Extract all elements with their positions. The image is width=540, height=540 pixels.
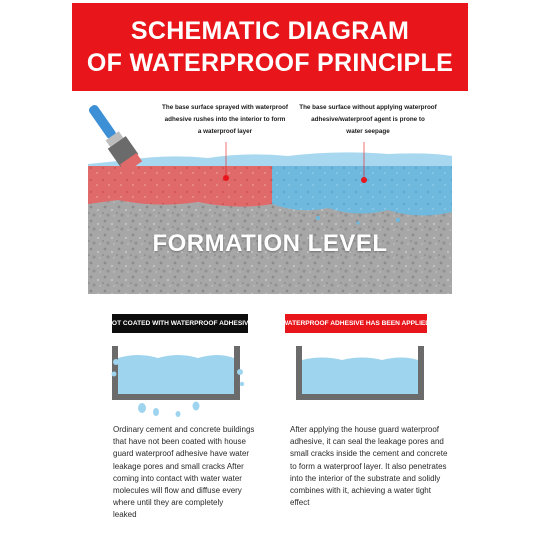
description-line: where until they are completely [113, 498, 224, 508]
caption-coated-line: The base surface sprayed with waterproof [162, 104, 288, 111]
title-line-2: OF WATERPROOF PRINCIPLE [86, 49, 454, 77]
description-line: guard waterproof adhesive have water [113, 449, 250, 459]
badge-coated: WATERPROOF ADHESIVE HAS BEEN APPLIED [285, 314, 427, 333]
description-coated [290, 424, 465, 509]
title-line-1: SCHEMATIC DIAGRAM [130, 17, 410, 45]
caption-coated-line: a waterproof layer [197, 128, 253, 135]
description-line: leakage pores and small cracks After [113, 461, 244, 471]
description-line: adhesive, it can seal the leakage pores and [290, 437, 444, 447]
description-line: coming into contact with water water [113, 473, 242, 483]
formation-cross-section [88, 92, 452, 294]
description-not-coated [113, 424, 263, 522]
formation-level-label: FORMATION LEVEL [152, 230, 388, 257]
description-line: leaked [113, 510, 137, 520]
description-line: Ordinary cement and concrete buildings [113, 425, 255, 434]
caption-uncoated [294, 102, 442, 138]
caption-uncoated-line: The base surface without applying waterproof [299, 104, 437, 111]
caption-uncoated-line: adhesive/waterproof agent is prone to [311, 116, 425, 123]
description-line: After applying the house guard waterproof [290, 425, 439, 434]
caption-coated [150, 102, 300, 138]
tank-sealed [292, 342, 432, 420]
description-line: to form a waterproof layer. It also penetrates [290, 461, 447, 471]
description-line: combines with it, achieving a water tight [290, 486, 431, 496]
description-line: that have not been coated with house [113, 437, 246, 447]
description-line: effect [290, 498, 310, 508]
caption-uncoated-line: water seepage [346, 128, 390, 135]
description-line: molecules will flow and diffuse every [113, 486, 242, 496]
badge-not-coated: NOT COATED WITH WATERPROOF ADHESIVE [112, 314, 248, 333]
description-line: small cracks inside the cement and concrete [290, 449, 448, 459]
paint-brush-icon [88, 96, 152, 186]
caption-coated-line: adhesive rushes into the interior to form [164, 116, 286, 123]
title-banner [72, 3, 468, 91]
description-line: into the interior of the substrate and solidly [290, 473, 441, 483]
tank-leaking [108, 342, 248, 420]
